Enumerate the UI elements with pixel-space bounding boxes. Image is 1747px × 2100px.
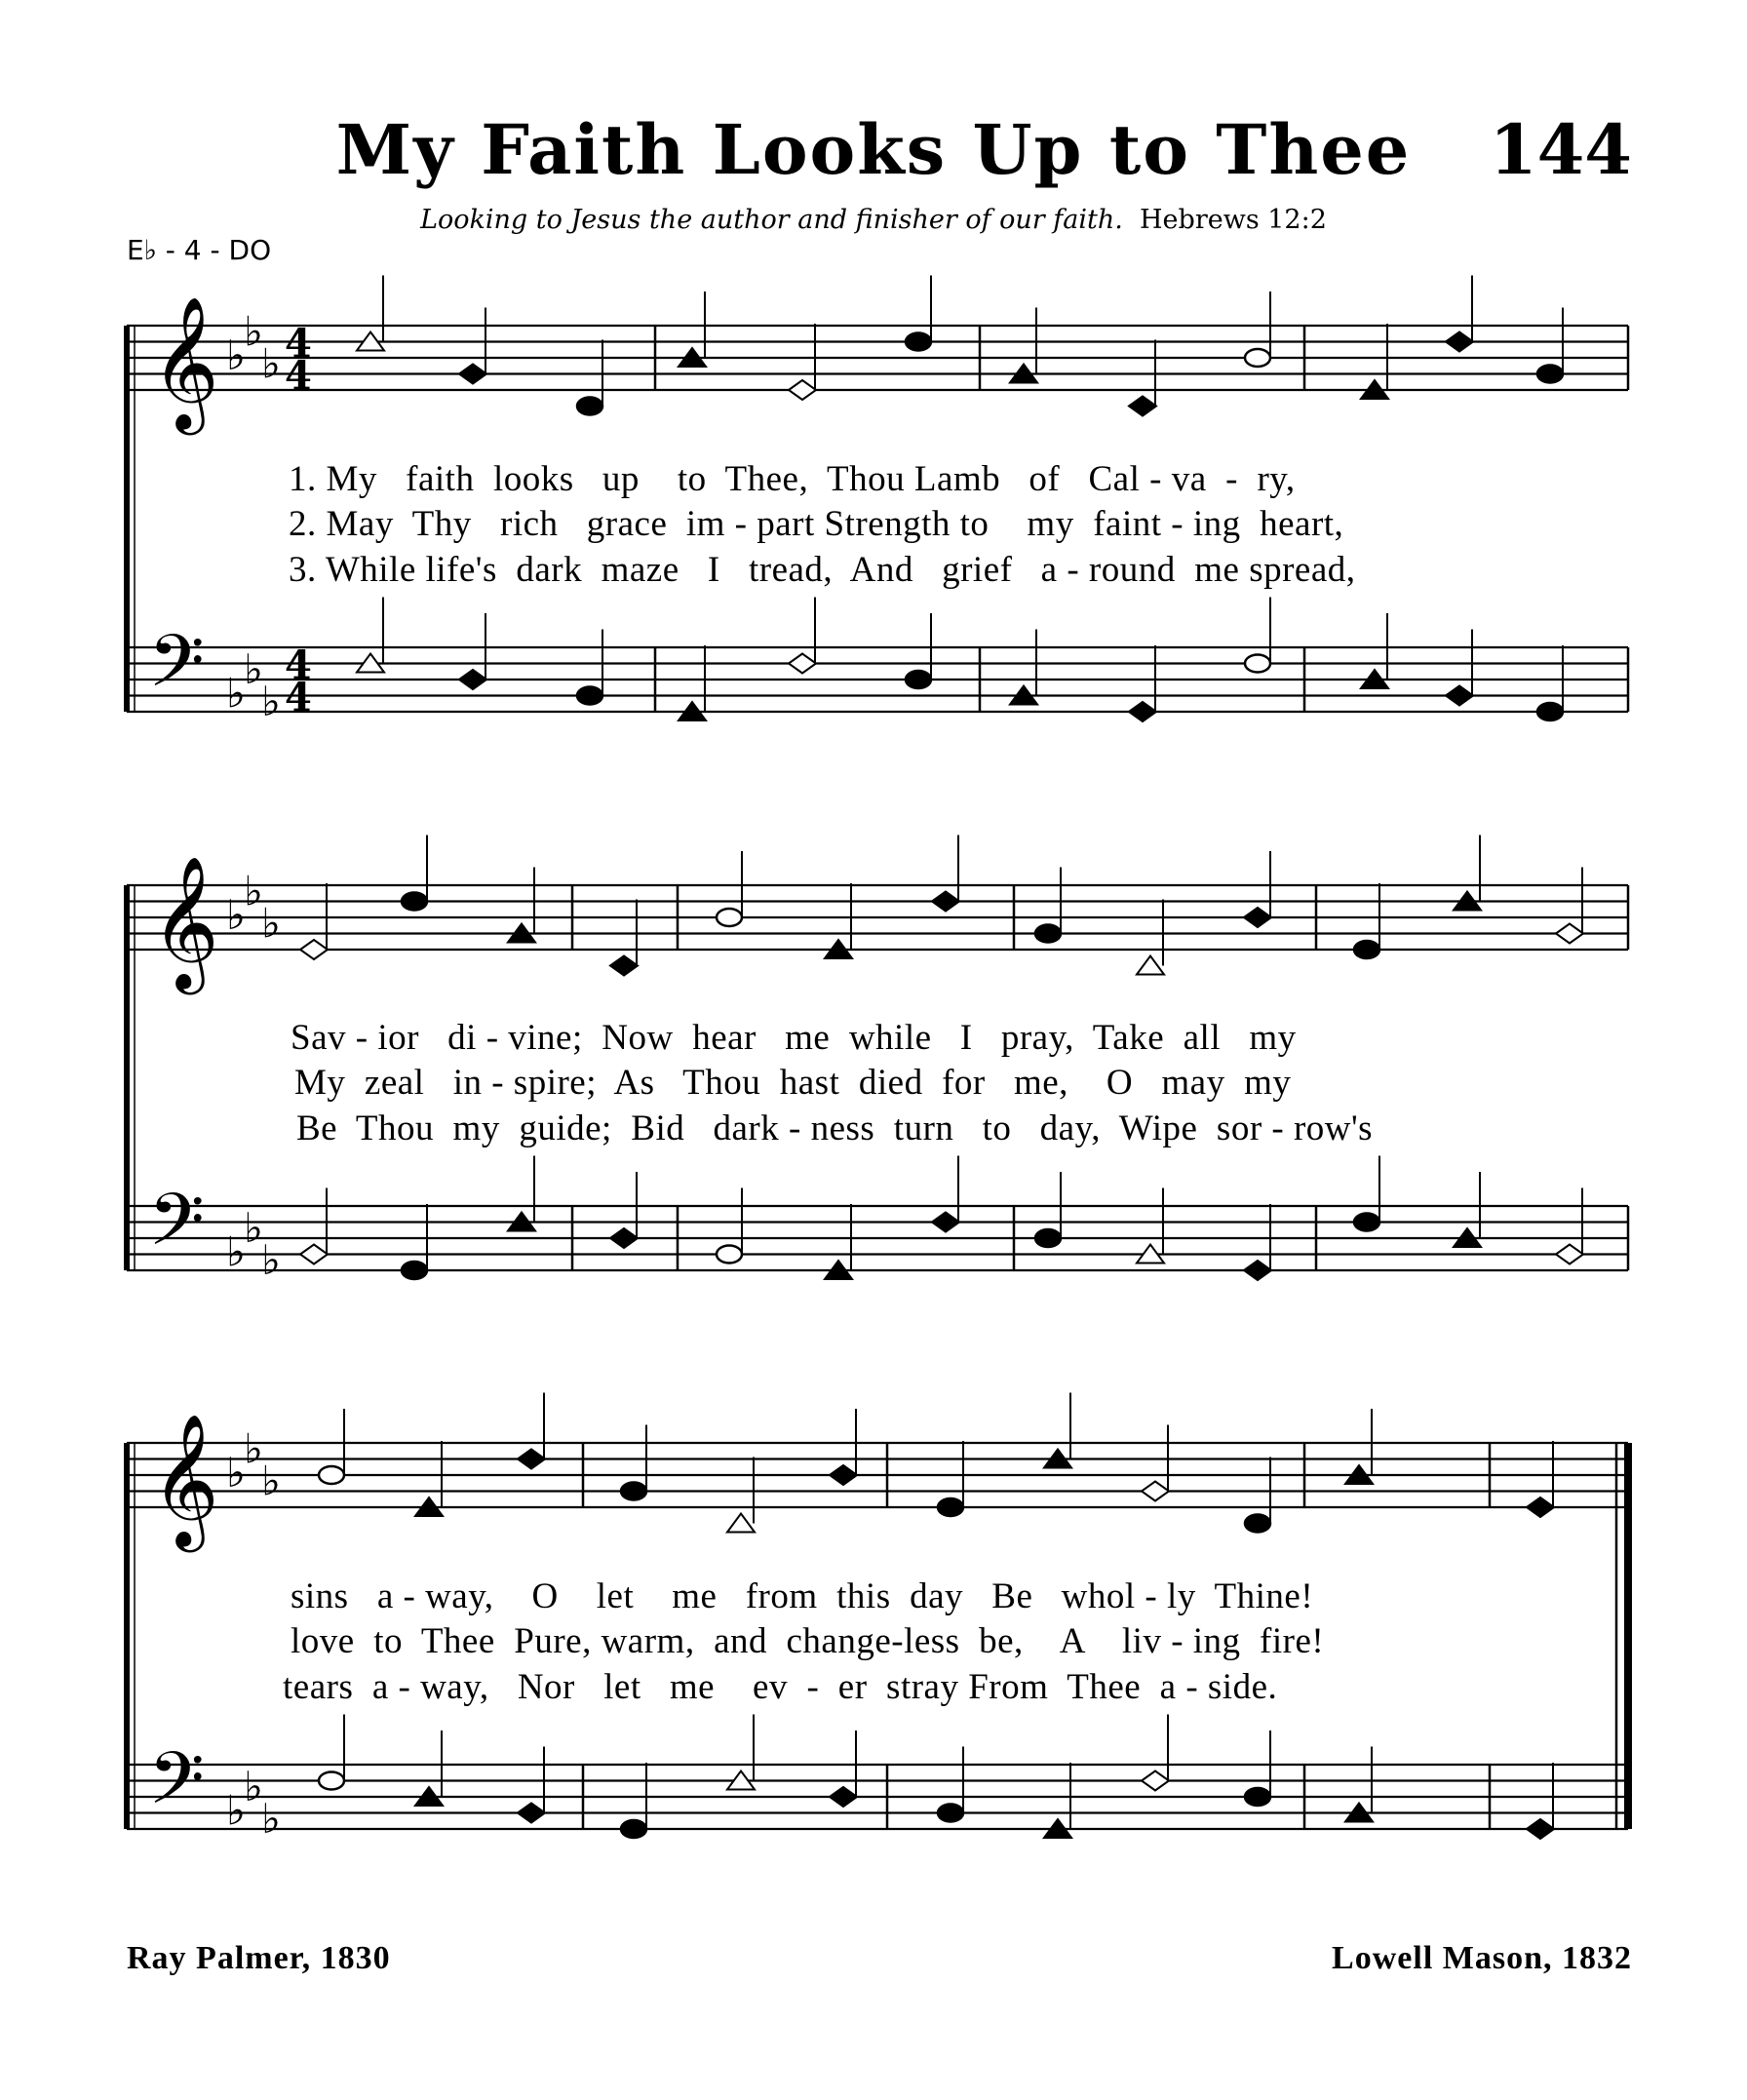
flat-icon: ♭ (261, 677, 281, 725)
lyric-line-s1-v2: 2. May Thy rich grace im - part Strength to my faint - ing heart, (289, 504, 1344, 544)
lyric-line-s3-v2: love to Thee Pure, warm, and change-less be, A liv - ing fire! (291, 1621, 1325, 1661)
tenor-bass-note (938, 1805, 963, 1822)
soprano-alto-note (830, 1465, 857, 1485)
soprano-alto-note (906, 333, 931, 351)
soprano-alto-note (789, 380, 816, 400)
bass-clef-icon: 𝄢 (148, 619, 205, 721)
tenor-bass-note (459, 670, 486, 689)
flat-icon: ♭ (226, 1786, 246, 1835)
tenor-bass-note (717, 1246, 742, 1264)
soprano-alto-note (932, 892, 959, 912)
time-signature-digit: 4 (285, 321, 312, 367)
flat-icon: ♭ (226, 669, 246, 718)
flat-icon: ♭ (244, 1424, 263, 1473)
flat-icon: ♭ (226, 1227, 246, 1276)
tenor-bass-note (789, 654, 816, 674)
soprano-alto-note (402, 893, 427, 911)
soprano-alto-note (518, 1450, 545, 1469)
soprano-alto-note (577, 398, 602, 415)
flat-icon: ♭ (244, 1203, 263, 1252)
flat-icon: ♭ (244, 1762, 263, 1810)
soprano-alto-note (1137, 956, 1164, 975)
lyric-line-s2-v3: Be Thou my guide; Bid dark - ness turn to day, Wipe sor - row's (296, 1108, 1374, 1148)
key-indicator: E♭ - 4 - DO (127, 234, 272, 266)
soprano-alto-note (319, 1466, 344, 1484)
flat-icon: ♭ (261, 1457, 281, 1505)
lyric-line-s1-v3: 3. While life's dark maze I tread, And grief a - round me spread, (289, 550, 1356, 590)
flat-icon: ♭ (261, 1794, 281, 1843)
lyric-line-s1-v1: 1. My faith looks up to Thee, Thou Lamb of Cal - va - ry, (289, 459, 1296, 499)
tenor-bass-note (830, 1787, 857, 1807)
soprano-alto-note (1446, 332, 1473, 352)
time-signature-digit: 4 (285, 642, 312, 688)
soprano-alto-note (1527, 1497, 1554, 1517)
tenor-bass-note (1245, 655, 1270, 673)
lyric-line-s3-v3: tears a - way, Nor let me ev - er stray From Thee a - side. (283, 1667, 1278, 1707)
flat-icon: ♭ (244, 867, 263, 915)
tenor-bass-note (319, 1772, 344, 1790)
tenor-bass-note (1245, 1788, 1270, 1806)
flat-icon: ♭ (244, 307, 263, 356)
bass-clef-icon: 𝄢 (148, 1736, 205, 1839)
scripture-quote: Looking to Jesus the author and finisher of our faith. (420, 205, 1123, 235)
author-credit: Ray Palmer, 1830 (127, 1940, 391, 1976)
scripture-reference: Hebrews 12:2 (1140, 205, 1327, 235)
time-signature-digit: 4 (285, 353, 312, 399)
flat-icon: ♭ (244, 644, 263, 693)
soprano-alto-note (1244, 908, 1271, 927)
tenor-bass-note (300, 1245, 328, 1264)
soprano-alto-note (1556, 924, 1583, 944)
flat-icon: ♭ (226, 331, 246, 379)
flat-icon: ♭ (226, 1449, 246, 1497)
soprano-alto-note (938, 1498, 963, 1516)
flat-icon: ♭ (261, 339, 281, 388)
tenor-bass-note (932, 1213, 959, 1232)
soprano-alto-note (1035, 925, 1061, 943)
tenor-bass-note (621, 1820, 646, 1838)
time-signature-digit: 4 (285, 675, 312, 720)
tenor-bass-note (518, 1804, 545, 1823)
tenor-bass-note (906, 671, 931, 688)
soprano-alto-note (300, 940, 328, 959)
flat-icon: ♭ (226, 891, 246, 939)
soprano-alto-note (621, 1483, 646, 1500)
lyric-line-s3-v1: sins a - way, O let me from this day Be whol - ly Thine! (291, 1576, 1314, 1616)
lyric-line-s2-v1: Sav - ior di - vine; Now hear me while I pray, Take all my (291, 1018, 1297, 1058)
tenor-bass-note (1556, 1245, 1583, 1264)
soprano-alto-note (610, 956, 638, 976)
soprano-alto-note (1129, 397, 1156, 416)
tenor-bass-note (1035, 1229, 1061, 1247)
hymn-number: 144 (1489, 109, 1632, 190)
lyric-line-s2-v2: My zeal in - spire; As Thou hast died for me, O may my (294, 1063, 1292, 1103)
treble-clef-icon: 𝄞 (151, 294, 219, 429)
tenor-bass-note (1537, 703, 1563, 720)
scripture-subtitle (0, 205, 1747, 235)
soprano-alto-note (459, 365, 486, 384)
flat-icon: ♭ (261, 899, 281, 948)
soprano-alto-note (1142, 1482, 1169, 1501)
soprano-alto-note (1245, 349, 1270, 367)
soprano-alto-note (717, 909, 742, 926)
tenor-bass-note (1129, 702, 1156, 721)
soprano-alto-note (1245, 1515, 1270, 1533)
soprano-alto-note (1354, 941, 1379, 958)
bass-clef-icon: 𝄢 (148, 1178, 205, 1280)
tenor-bass-note (1354, 1214, 1379, 1231)
tenor-bass-note (577, 687, 602, 705)
tenor-bass-note (1446, 686, 1473, 706)
flat-icon: ♭ (261, 1235, 281, 1284)
soprano-alto-note (727, 1514, 755, 1533)
soprano-alto-note (1537, 366, 1563, 383)
tenor-bass-note (610, 1228, 638, 1248)
treble-clef-icon: 𝄞 (151, 854, 219, 989)
tenor-bass-note (1527, 1819, 1554, 1839)
tenor-bass-note (402, 1262, 427, 1279)
treble-clef-icon: 𝄞 (151, 1412, 219, 1546)
composer-credit: Lowell Mason, 1832 (1332, 1940, 1632, 1976)
hymn-title: My Faith Looks Up to Thee (335, 109, 1412, 190)
tenor-bass-note (1142, 1771, 1169, 1791)
tenor-bass-note (1244, 1261, 1271, 1280)
